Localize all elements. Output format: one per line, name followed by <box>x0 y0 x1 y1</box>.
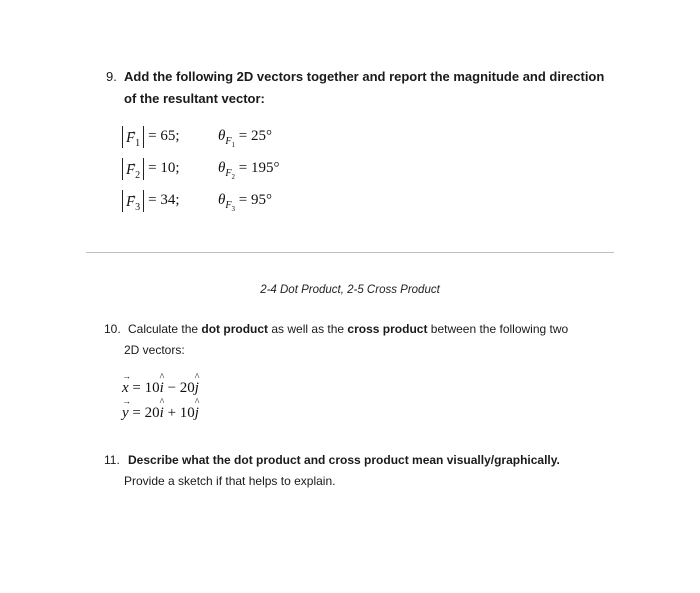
vector-f1-row <box>122 126 272 150</box>
vector-y-equation <box>122 405 199 422</box>
section-heading: 2-4 Dot Product, 2-5 Cross Product <box>260 284 440 296</box>
question-10-number: 10. <box>104 322 121 336</box>
vector-y-coef-j: + 10 <box>163 405 195 421</box>
question-11-text-line2: Provide a sketch if that helps to explain. <box>124 474 336 488</box>
question-9-text-line2: of the resultant vector: <box>124 91 265 106</box>
vector-f2-angle: $\theta_{F_2} = 195^\circ$ <box>218 160 280 181</box>
vector-f1-magnitude: = 65; <box>148 128 180 145</box>
vector-f2-subscript: 2 <box>135 170 141 181</box>
vector-x-coef-j: − 20 <box>163 380 195 396</box>
cross-product-term: cross product <box>347 322 428 336</box>
vector-f2-magnitude-bars <box>122 158 144 180</box>
vector-x-coef-i: = 10 <box>128 380 160 396</box>
vector-f2-row <box>122 158 280 182</box>
vector-x-equation <box>122 380 199 397</box>
question-9-number: 9. <box>106 69 117 84</box>
q10-text-part: Calculate the <box>128 322 202 336</box>
vector-y-coef-i: = 20 <box>128 405 160 421</box>
vector-f3-theta-subscript: 3 <box>231 205 235 213</box>
vector-f1-angle: $\theta_{F_1} = 25^\circ$ <box>218 128 272 149</box>
vector-f2-angle-value: = 195° <box>238 160 280 176</box>
q10-text-part: between the following two <box>427 322 569 336</box>
vector-f1-subscript: 1 <box>135 138 141 149</box>
vector-f1-angle-value: = 25° <box>238 128 272 144</box>
unit-j-hat: ^ j <box>195 405 199 421</box>
vector-f3-magnitude: = 34; <box>148 192 180 209</box>
vector-f3-magnitude-bars <box>122 190 144 212</box>
vector-f1-theta-subscript: 1 <box>231 141 235 149</box>
vector-f2-magnitude: = 10; <box>148 160 180 177</box>
vector-f2-theta-subscript: 2 <box>231 173 235 181</box>
vector-f3-row <box>122 190 272 214</box>
dot-product-term: dot product <box>201 322 269 336</box>
unit-i-hat: ^ i <box>160 405 164 421</box>
vector-f1-magnitude-bars <box>122 126 144 148</box>
vector-f3-angle-value: = 95° <box>238 192 272 208</box>
question-10-text-line2: 2D vectors: <box>124 343 185 357</box>
q10-text-part: as well as the <box>268 322 348 336</box>
question-11-text-line1: Describe what the dot product and cross product mean visually/graphically. <box>128 453 560 467</box>
vector-f3-subscript: 3 <box>135 202 141 213</box>
vector-f1-symbol: → F <box>126 130 135 146</box>
vector-f2-symbol: → F <box>126 162 135 178</box>
question-11-number: 11. <box>104 453 120 467</box>
question-9-text-line1: Add the following 2D vectors together and report the magnitude and direction <box>124 69 605 84</box>
vector-f3-angle: $\theta_{F_3} = 95^\circ$ <box>218 192 272 213</box>
unit-j-hat: ^ j <box>195 380 199 396</box>
vector-x-symbol: → x <box>122 380 129 396</box>
vector-y-symbol: → y <box>122 405 129 421</box>
section-divider <box>86 252 614 253</box>
question-10-text-line1 <box>128 322 568 336</box>
vector-f3-symbol: → F <box>126 194 135 210</box>
unit-i-hat: ^ i <box>160 380 164 396</box>
